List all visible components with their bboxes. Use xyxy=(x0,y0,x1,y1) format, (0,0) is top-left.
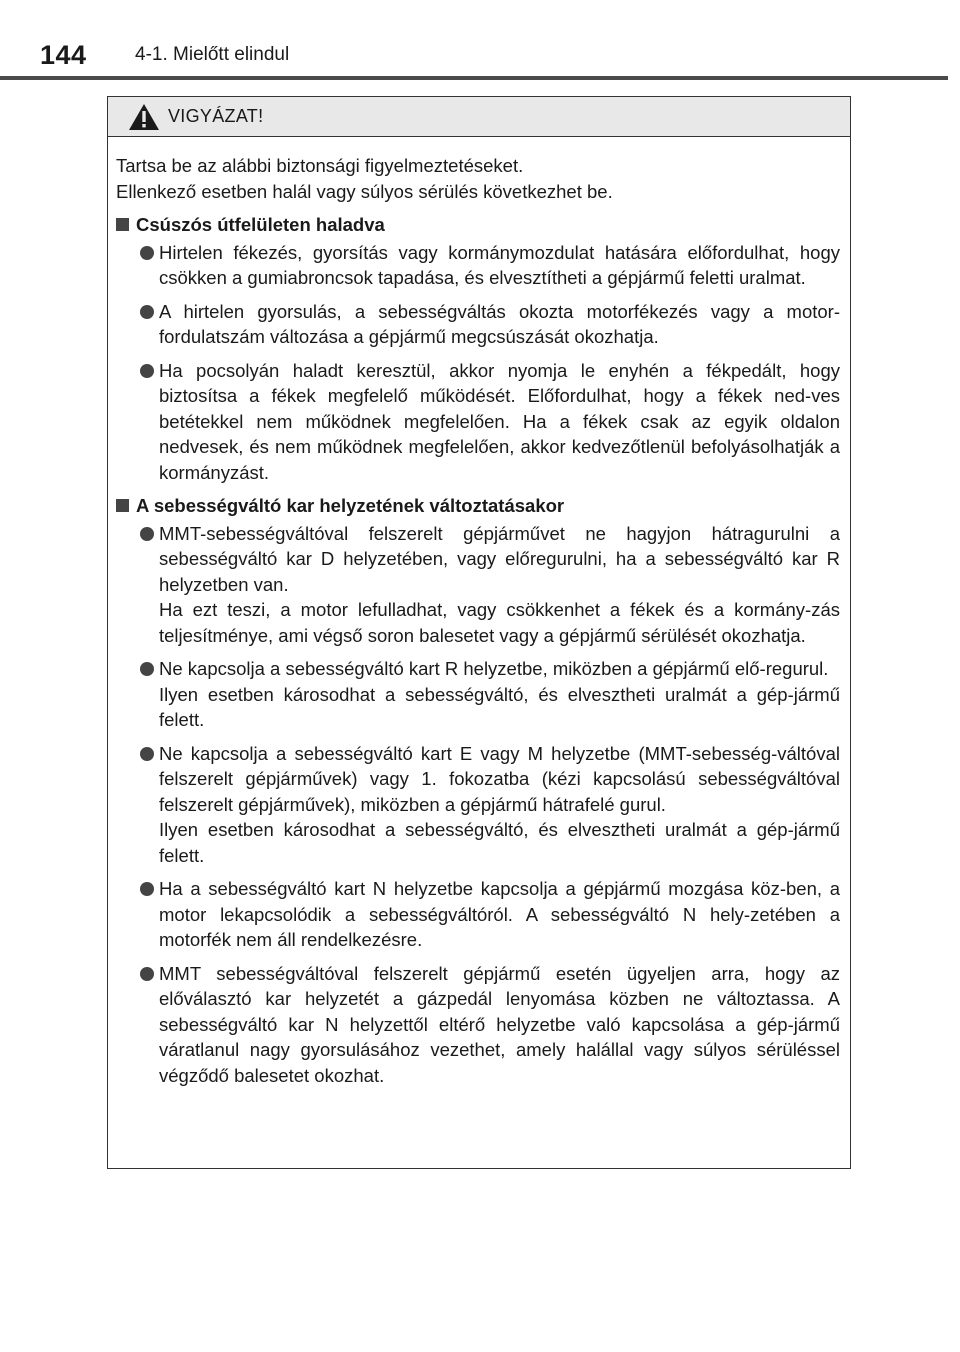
list-item-text xyxy=(159,299,842,350)
circle-bullet-icon xyxy=(140,364,154,378)
paragraph: MMT sebességváltóval felszerelt gépjármű esetén ügyeljen arra, hogy az előválasztó kar helyzetét a gázpedál lenyomása közben ne változtassa. A sebességváltó kar N helyzettől eltérő helyzetbe való kapcsolása a gép-jármű váratlanul nagy gyorsulásához vezethet, amely halállal vagy súlyos sérüléssel végződő balesetet okozhat. xyxy=(159,962,840,1086)
list-item-text xyxy=(159,876,842,953)
list-item-text xyxy=(159,961,842,1089)
warning-triangle-icon xyxy=(128,103,160,131)
list-item xyxy=(116,656,842,733)
circle-bullet-icon xyxy=(140,305,154,319)
square-bullet-icon xyxy=(116,499,129,512)
circle-bullet-icon xyxy=(140,246,154,260)
list-item xyxy=(116,741,842,869)
paragraph: Ilyen esetben károsodhat a sebességváltó, és elvesztheti uralmát a gép-jármű felett. xyxy=(159,819,840,866)
warning-label: VIGYÁZAT! xyxy=(168,106,264,126)
warning-section xyxy=(116,493,842,1088)
list-item-text xyxy=(159,741,842,869)
warning-header xyxy=(108,97,850,137)
circle-bullet-icon xyxy=(140,967,154,981)
warning-section xyxy=(116,212,842,485)
list-item xyxy=(116,358,842,486)
intro-line: Tartsa be az alábbi biztonsági figyelmeztetéseket. xyxy=(116,155,524,176)
list-item-text xyxy=(159,656,842,733)
list-item-text xyxy=(159,358,842,486)
section-title-text: Csúszós útfelületen haladva xyxy=(136,214,385,235)
circle-bullet-icon xyxy=(140,747,154,761)
paragraph: Ha a sebességváltó kart N helyzetbe kapcsolja a gépjármű mozgása köz-ben, a motor lekapcsolódik a sebességváltóról. A sebességváltó N hely-zetében a motorfék nem áll rendelkezésre. xyxy=(159,878,840,950)
list-item xyxy=(116,961,842,1089)
circle-bullet-icon xyxy=(140,662,154,676)
section-title-text: A sebességváltó kar helyzetének változtatásakor xyxy=(136,495,565,516)
header-rule xyxy=(0,76,948,80)
list-item xyxy=(116,876,842,953)
circle-bullet-icon xyxy=(140,882,154,896)
page-number: 144 xyxy=(40,40,87,70)
square-bullet-icon xyxy=(116,218,129,231)
warning-body xyxy=(108,137,850,1088)
paragraph: Ne kapcsolja a sebességváltó kart E vagy M helyzetbe (MMT-sebesség-váltóval felszerelt gépjárművek) vagy 1. fokozatba (kézi kapcsolású sebességváltóval felszerelt gépjárművek), miközben a gépjármű hátrafelé gurul. xyxy=(159,742,840,815)
list-item xyxy=(116,299,842,350)
list-item xyxy=(116,521,842,649)
intro-line: Ellenkező esetben halál vagy súlyos sérülés következhet be. xyxy=(116,180,613,202)
paragraph: Ha pocsolyán haladt keresztül, akkor nyomja le enyhén a fékpedált, hogy biztosítsa a fékek megfelelő működését. Előfordulhat, hogy a fékek ned-ves betétekkel nem működnek megfelelően. Ha a fékek csak az egyik oldalon nedvesek, és nem működnek megfelelően, akkor kedvezőtlenül befolyásolhatják a kormányzást. xyxy=(159,359,840,483)
section-heading xyxy=(116,212,842,238)
list-item-text xyxy=(159,240,842,291)
section-title: 4-1. Mielőtt elindul xyxy=(135,44,290,65)
list-item-text xyxy=(159,521,842,649)
paragraph: Ne kapcsolja a sebességváltó kart R helyzetbe, miközben a gépjármű elő-regurul. xyxy=(159,658,829,679)
paragraph: Ha ezt teszi, a motor lefulladhat, vagy csökkenhet a fékek és a kormány-zás teljesítménye, ami végső soron balesetet vagy a gépjármű sérülését okozhatja. xyxy=(159,599,840,646)
section-heading xyxy=(116,493,842,519)
list-item xyxy=(116,240,842,291)
paragraph: Ilyen esetben károsodhat a sebességváltó, és elvesztheti uralmát a gép-jármű felett. xyxy=(159,683,840,730)
paragraph: Hirtelen fékezés, gyorsítás vagy kormánymozdulat hatására előfordulhat, hogy csökken a gumiabroncsok tapadása, és elvesztítheti a gépjármű feletti uralmat. xyxy=(159,241,840,288)
warning-box xyxy=(107,96,851,1169)
circle-bullet-icon xyxy=(140,527,154,541)
warning-intro xyxy=(116,153,842,204)
paragraph: A hirtelen gyorsulás, a sebességváltás okozta motorfékezés vagy a motor-fordulatszám változása a gépjármű megcsúszását okozhatja. xyxy=(159,300,840,347)
paragraph: MMT-sebességváltóval felszerelt gépjárművet ne hagyjon hátragurulni a sebességváltó kar D helyzetében, vagy előregurulni, ha a sebességváltó kar R helyzetben van. xyxy=(159,522,840,595)
